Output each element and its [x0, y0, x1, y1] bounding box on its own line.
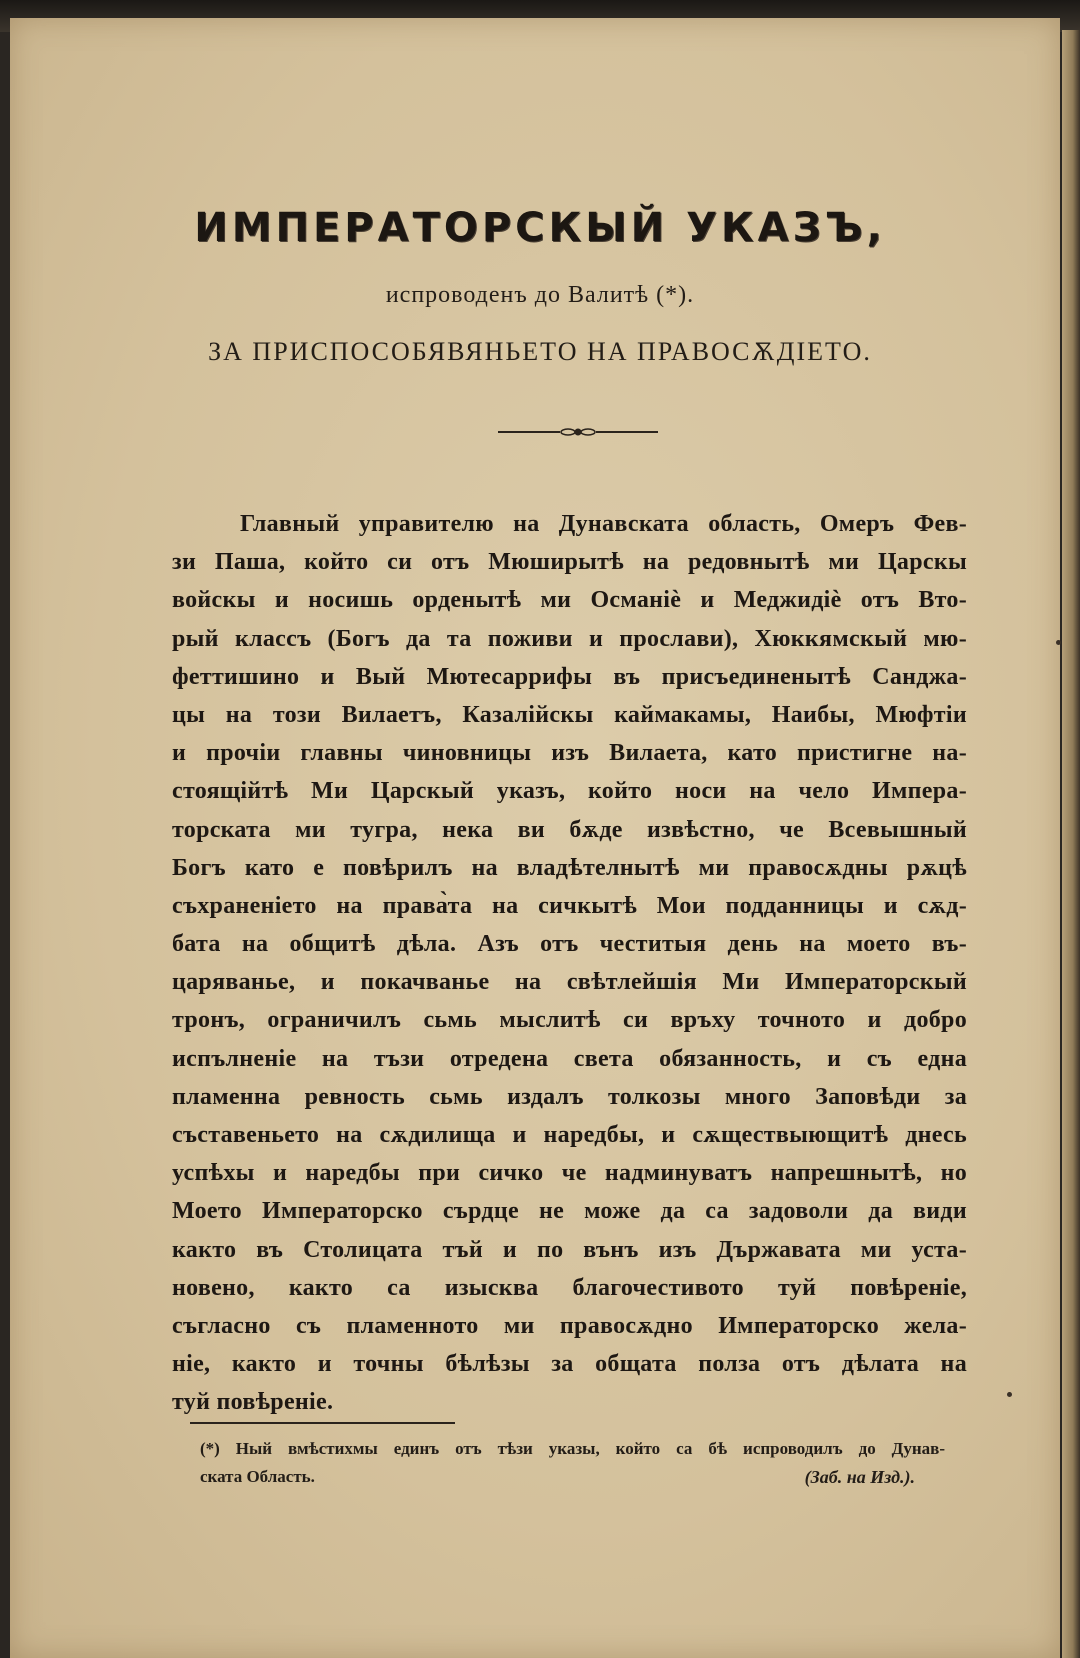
body-line: Главный управителю на Дунавската область, Омеръ Фев- [240, 511, 967, 537]
footnote-line: (*) Ный вмѣстихмы единъ отъ тѣзи указы, който са бѣ испроводилъ до Дунав- [200, 1439, 945, 1458]
body-line: туй повѣреніе. [172, 1389, 334, 1416]
body-line: успѣхы и наредбы при сичко че надминуватъ напрешнытѣ, но [172, 1160, 967, 1187]
body-line: съхраненіето на права̀та на сичкытѣ Мои подданницы и сѫд- [172, 892, 967, 919]
body-line: новено, както са изысква благочестивото туй повѣреніе, [172, 1274, 967, 1301]
body-line: зи Паша, който си отъ Мюширытѣ на редовнытѣ ми Царскы [172, 549, 967, 576]
body-line: стоящійтѣ Ми Царскый указъ, който носи на чело Импера- [172, 778, 967, 805]
body-line: ніе, както и точны бѣлѣзы за общата полза отъ дѣлата на [172, 1351, 967, 1378]
body-line: както въ Столицата тъй и по вънъ изъ Държавата ми уста- [172, 1236, 967, 1263]
body-line: войскы и носишь орденытѣ ми Османіѐ и Меджидіѐ отъ Вто- [172, 587, 967, 614]
body-line: и прочіи главны чиновницы изъ Вилаета, като пристигне на- [172, 740, 967, 767]
body-line: бата на общитѣ дѣла. Азъ отъ честитыя день на моето въ- [172, 931, 967, 958]
footnote-credit: (Заб. на Изд.). [804, 1467, 915, 1487]
ornament-divider [498, 424, 658, 440]
body-line: царяванье, и покачванье на свѣтлейшія Ми Императорскый [172, 969, 967, 996]
body-line: съставеньето на сѫдилища и наредбы, и сѫществыющитѣ днесь [172, 1122, 967, 1148]
document-subtitle: испроводенъ до Валитѣ (*). [385, 282, 695, 308]
document-heading: ЗА ПРИСПОСОБЯВЯНЬЕТО НА ПРАВОСѪДІЕТО. [208, 337, 872, 366]
document-title: ИМПЕРАТОРСКЫЙ УКАЗЪ, [194, 205, 886, 251]
footnote-rule [190, 1422, 455, 1424]
paper-spot [1007, 1392, 1012, 1397]
body-line: Богъ като е повѣрилъ на владѣтелнытѣ ми правосѫдны рѫцѣ [172, 854, 967, 881]
body-line: феттишино и Вый Мютесаррифы въ присъединенытѣ Санджа- [172, 663, 967, 690]
body-line: тронъ, ограничилъ сьмь мыслитѣ си връху точното и добро [172, 1007, 967, 1034]
document-body [172, 505, 967, 1422]
body-line: рый классъ (Богъ да та поживи и прослави), Хюккямскый мю- [172, 625, 967, 652]
body-line: Моето Императорско сърдце не може да са задоволи да види [172, 1198, 967, 1225]
paper-spot [1056, 640, 1061, 645]
body-line: торската ми тугра, нека ви бѫде извѣстно, че Всевышный [172, 816, 967, 843]
page-right-edge [1062, 30, 1080, 1658]
body-line: съгласно съ пламенното ми правосѫдно Императорско жела- [172, 1312, 967, 1339]
body-line: испълненіе на тъзи отредена света обязанность, и съ една [172, 1045, 967, 1072]
body-line: цы на този Вилаетъ, Казалійскы каймакамы, Наибы, Мюфтіи [172, 701, 967, 728]
footnote [200, 1435, 945, 1491]
footnote-line: ската Область. [200, 1467, 315, 1486]
body-line: пламенна ревность сьмь издалъ толкозы много Заповѣди за [172, 1083, 967, 1110]
